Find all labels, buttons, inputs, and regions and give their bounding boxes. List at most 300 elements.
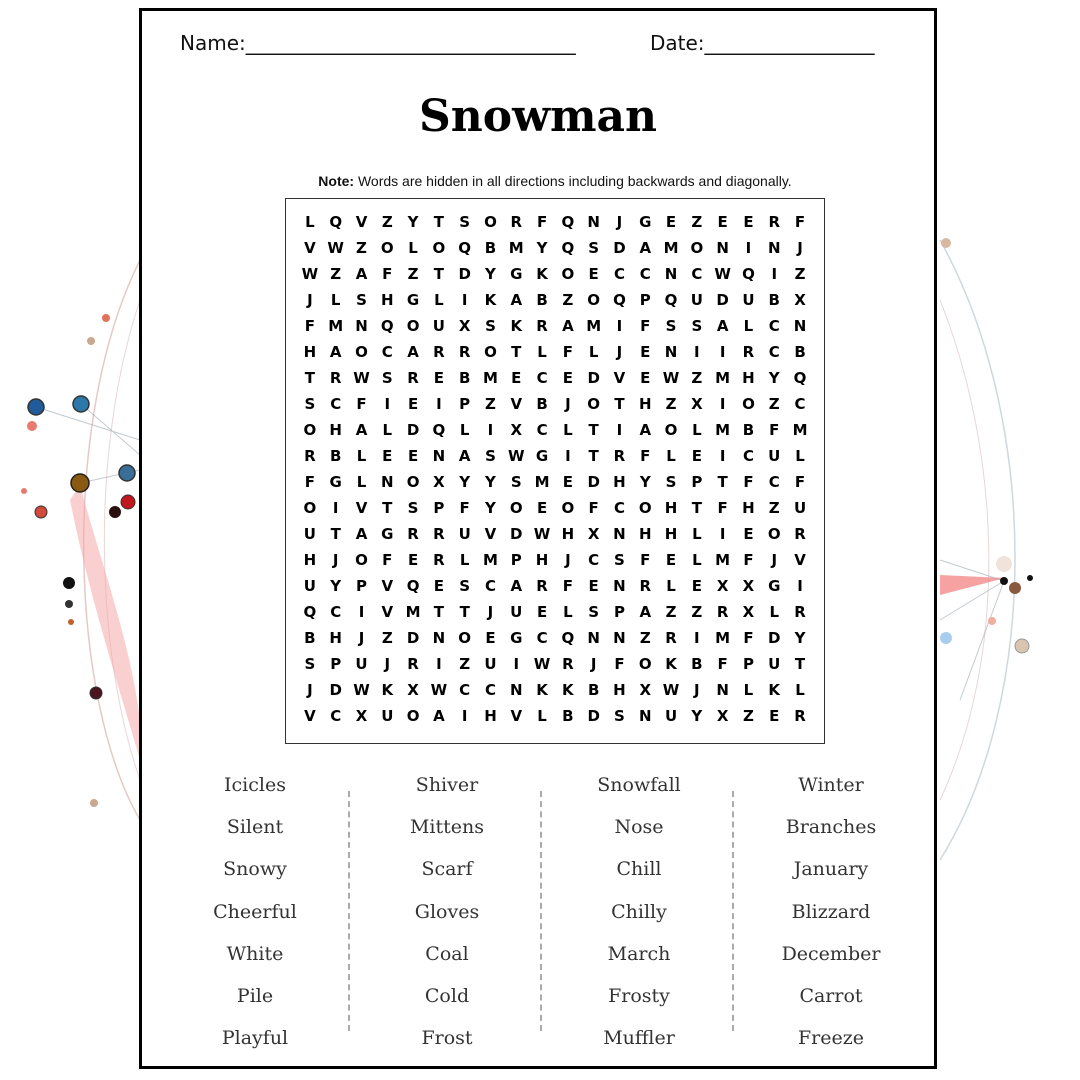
grid-letter[interactable]: S: [485, 317, 496, 335]
grid-letter[interactable]: H: [535, 551, 549, 569]
grid-letter[interactable]: I: [719, 447, 726, 465]
grid-letter[interactable]: C: [536, 629, 548, 647]
grid-letter[interactable]: H: [303, 551, 317, 569]
grid-letter[interactable]: I: [771, 265, 778, 283]
grid-letter[interactable]: I: [616, 421, 623, 439]
grid-letter[interactable]: Z: [381, 629, 393, 647]
grid-letter[interactable]: N: [587, 629, 600, 647]
grid-letter[interactable]: W: [533, 655, 551, 673]
grid-letter[interactable]: F: [743, 629, 754, 647]
grid-letter[interactable]: R: [407, 369, 419, 387]
grid-letter[interactable]: C: [536, 369, 548, 387]
grid-letter[interactable]: L: [382, 421, 393, 439]
grid-letter[interactable]: Z: [356, 239, 367, 257]
grid-letter[interactable]: P: [355, 577, 367, 595]
grid-letter[interactable]: X: [742, 603, 755, 621]
grid-letter[interactable]: I: [513, 655, 520, 673]
grid-letter[interactable]: X: [407, 681, 419, 699]
grid-letter[interactable]: S: [407, 499, 419, 517]
grid-letter[interactable]: V: [510, 395, 523, 413]
grid-letter[interactable]: D: [406, 629, 420, 647]
grid-letter[interactable]: R: [458, 343, 471, 361]
grid-letter[interactable]: J: [565, 551, 571, 569]
grid-letter[interactable]: L: [330, 291, 341, 309]
grid-letter[interactable]: J: [771, 551, 778, 569]
grid-letter[interactable]: M: [792, 421, 808, 439]
grid-letter[interactable]: W: [301, 265, 319, 283]
grid-letter[interactable]: A: [639, 239, 652, 257]
grid-letter[interactable]: C: [768, 343, 780, 361]
grid-letter[interactable]: S: [304, 395, 316, 413]
grid-letter[interactable]: A: [329, 343, 342, 361]
grid-letter[interactable]: B: [562, 707, 574, 725]
grid-letter[interactable]: U: [768, 655, 781, 673]
grid-letter[interactable]: X: [355, 707, 368, 725]
grid-letter[interactable]: Z: [743, 707, 754, 725]
grid-letter[interactable]: C: [536, 421, 548, 439]
grid-letter[interactable]: B: [794, 343, 806, 361]
grid-letter[interactable]: E: [691, 447, 702, 465]
grid-letter[interactable]: W: [327, 239, 344, 257]
grid-letter[interactable]: J: [307, 681, 313, 699]
grid-letter[interactable]: Z: [768, 395, 780, 413]
grid-letter[interactable]: C: [588, 551, 600, 569]
grid-letter[interactable]: O: [355, 343, 368, 361]
grid-letter[interactable]: T: [511, 343, 522, 361]
grid-letter[interactable]: S: [614, 551, 625, 569]
grid-letter[interactable]: E: [382, 447, 393, 465]
grid-letter[interactable]: Q: [613, 291, 626, 309]
grid-letter[interactable]: N: [432, 447, 446, 465]
grid-letter[interactable]: I: [719, 395, 726, 413]
grid-letter[interactable]: F: [588, 499, 599, 517]
grid-letter[interactable]: J: [487, 603, 494, 621]
grid-letter[interactable]: A: [639, 603, 652, 621]
grid-letter[interactable]: F: [562, 577, 573, 595]
grid-letter[interactable]: R: [794, 707, 806, 725]
grid-letter[interactable]: J: [694, 681, 700, 699]
grid-letter[interactable]: L: [692, 421, 702, 439]
grid-letter[interactable]: R: [433, 343, 445, 361]
grid-letter[interactable]: J: [616, 213, 623, 231]
grid-letter[interactable]: A: [407, 343, 419, 361]
grid-letter[interactable]: F: [769, 421, 780, 439]
grid-letter[interactable]: L: [743, 681, 754, 699]
grid-letter[interactable]: T: [717, 473, 728, 491]
grid-letter[interactable]: E: [511, 369, 522, 387]
grid-letter[interactable]: Z: [639, 629, 651, 647]
grid-letter[interactable]: H: [329, 421, 342, 439]
grid-letter[interactable]: Q: [432, 421, 446, 439]
grid-letter[interactable]: M: [405, 603, 421, 621]
grid-letter[interactable]: Y: [485, 473, 496, 491]
grid-letter[interactable]: B: [742, 421, 755, 439]
grid-letter[interactable]: Q: [303, 603, 317, 621]
grid-letter[interactable]: D: [510, 525, 523, 543]
grid-letter[interactable]: E: [407, 447, 419, 465]
grid-letter[interactable]: H: [303, 343, 317, 361]
grid-letter[interactable]: V: [304, 707, 316, 725]
grid-letter[interactable]: L: [769, 603, 780, 621]
grid-letter[interactable]: L: [666, 447, 676, 465]
grid-letter[interactable]: X: [691, 395, 703, 413]
grid-letter[interactable]: J: [797, 239, 803, 257]
grid-letter[interactable]: I: [436, 395, 442, 413]
grid-letter[interactable]: V: [355, 499, 368, 517]
grid-letter[interactable]: F: [614, 655, 625, 673]
grid-letter[interactable]: I: [694, 343, 700, 361]
grid-letter[interactable]: O: [638, 655, 652, 673]
grid-letter[interactable]: N: [355, 317, 368, 335]
grid-letter[interactable]: B: [484, 239, 497, 257]
grid-letter[interactable]: R: [433, 525, 445, 543]
grid-letter[interactable]: U: [432, 317, 445, 335]
grid-letter[interactable]: L: [537, 707, 547, 725]
grid-letter[interactable]: A: [510, 577, 523, 595]
grid-letter[interactable]: Q: [742, 265, 755, 283]
grid-letter[interactable]: R: [562, 655, 574, 673]
grid-letter[interactable]: I: [332, 499, 339, 517]
grid-letter[interactable]: X: [639, 681, 652, 699]
grid-letter[interactable]: G: [535, 447, 549, 465]
grid-letter[interactable]: C: [330, 603, 342, 621]
grid-letter[interactable]: O: [484, 343, 497, 361]
grid-letter[interactable]: F: [640, 317, 651, 335]
grid-letter[interactable]: W: [430, 681, 448, 699]
grid-letter[interactable]: F: [717, 499, 728, 517]
grid-letter[interactable]: H: [664, 499, 678, 517]
grid-letter[interactable]: Y: [768, 369, 780, 387]
grid-letter[interactable]: N: [767, 239, 781, 257]
grid-letter[interactable]: P: [742, 655, 754, 673]
grid-letter[interactable]: R: [716, 603, 729, 621]
grid-letter[interactable]: K: [484, 291, 497, 309]
grid-letter[interactable]: T: [304, 369, 316, 387]
grid-letter[interactable]: R: [639, 577, 652, 595]
grid-letter[interactable]: Z: [794, 265, 806, 283]
grid-letter[interactable]: I: [565, 447, 571, 465]
grid-letter[interactable]: I: [461, 707, 468, 725]
grid-letter[interactable]: P: [433, 499, 445, 517]
grid-letter[interactable]: Y: [639, 473, 651, 491]
grid-letter[interactable]: Z: [665, 603, 677, 621]
grid-letter[interactable]: S: [614, 707, 625, 725]
grid-letter[interactable]: S: [381, 369, 393, 387]
grid-letter[interactable]: M: [328, 317, 344, 335]
grid-letter[interactable]: I: [797, 577, 803, 595]
grid-letter[interactable]: I: [719, 343, 726, 361]
grid-letter[interactable]: P: [459, 395, 471, 413]
grid-letter[interactable]: F: [382, 265, 393, 283]
grid-letter[interactable]: J: [590, 655, 597, 673]
grid-letter[interactable]: F: [304, 473, 316, 491]
grid-letter[interactable]: C: [768, 473, 780, 491]
grid-letter[interactable]: Y: [691, 707, 703, 725]
grid-letter[interactable]: A: [510, 291, 523, 309]
grid-letter[interactable]: O: [587, 395, 601, 413]
grid-letter[interactable]: I: [487, 421, 494, 439]
grid-letter[interactable]: T: [614, 395, 625, 413]
grid-letter[interactable]: A: [716, 317, 729, 335]
grid-letter[interactable]: F: [743, 473, 754, 491]
grid-letter[interactable]: G: [639, 213, 652, 231]
grid-letter[interactable]: D: [329, 681, 342, 699]
grid-letter[interactable]: N: [613, 629, 626, 647]
grid-letter[interactable]: L: [356, 447, 367, 465]
grid-letter[interactable]: K: [510, 317, 523, 335]
grid-letter[interactable]: U: [510, 603, 523, 621]
grid-letter[interactable]: B: [458, 369, 471, 387]
grid-letter[interactable]: Z: [407, 265, 419, 283]
grid-letter[interactable]: Q: [664, 291, 678, 309]
grid-letter[interactable]: Y: [407, 213, 419, 231]
grid-letter[interactable]: X: [794, 291, 806, 309]
grid-letter[interactable]: Y: [536, 239, 548, 257]
grid-letter[interactable]: O: [767, 525, 781, 543]
grid-letter[interactable]: L: [795, 681, 805, 699]
name-field-line[interactable]: Name:_________________________________: [180, 31, 576, 55]
grid-letter[interactable]: H: [742, 369, 755, 387]
grid-letter[interactable]: O: [742, 395, 755, 413]
grid-letter[interactable]: X: [716, 577, 729, 595]
grid-letter[interactable]: C: [381, 343, 393, 361]
grid-letter[interactable]: H: [742, 499, 755, 517]
grid-letter[interactable]: E: [536, 499, 548, 517]
grid-letter[interactable]: U: [742, 291, 755, 309]
grid-letter[interactable]: O: [406, 707, 420, 725]
grid-letter[interactable]: R: [536, 317, 548, 335]
grid-letter[interactable]: C: [484, 681, 496, 699]
grid-letter[interactable]: V: [794, 551, 806, 569]
grid-letter[interactable]: B: [587, 681, 600, 699]
grid-letter[interactable]: Y: [485, 265, 496, 283]
grid-letter[interactable]: S: [588, 603, 600, 621]
grid-letter[interactable]: J: [332, 551, 339, 569]
grid-letter[interactable]: Z: [691, 603, 703, 621]
grid-letter[interactable]: A: [433, 707, 445, 725]
grid-letter[interactable]: T: [588, 447, 599, 465]
grid-letter[interactable]: C: [794, 395, 806, 413]
grid-letter[interactable]: L: [563, 421, 573, 439]
grid-letter[interactable]: D: [587, 369, 600, 387]
grid-letter[interactable]: N: [664, 265, 678, 283]
grid-letter[interactable]: I: [358, 603, 365, 621]
grid-letter[interactable]: Z: [459, 655, 471, 673]
grid-letter[interactable]: V: [381, 603, 394, 621]
grid-letter[interactable]: V: [484, 525, 497, 543]
grid-letter[interactable]: J: [565, 395, 571, 413]
grid-letter[interactable]: M: [483, 551, 498, 569]
grid-letter[interactable]: E: [485, 629, 496, 647]
grid-letter[interactable]: F: [356, 395, 367, 413]
grid-letter[interactable]: R: [768, 213, 781, 231]
grid-letter[interactable]: H: [638, 525, 652, 543]
grid-letter[interactable]: X: [458, 317, 471, 335]
grid-letter[interactable]: A: [355, 525, 368, 543]
grid-letter[interactable]: W: [662, 681, 680, 699]
grid-letter[interactable]: O: [380, 239, 394, 257]
grid-letter[interactable]: O: [561, 499, 575, 517]
grid-letter[interactable]: L: [356, 473, 367, 491]
grid-letter[interactable]: M: [715, 421, 731, 439]
grid-letter[interactable]: L: [692, 551, 702, 569]
grid-letter[interactable]: M: [483, 369, 498, 387]
grid-letter[interactable]: Q: [380, 317, 394, 335]
grid-letter[interactable]: M: [663, 239, 679, 257]
grid-letter[interactable]: L: [408, 239, 418, 257]
grid-letter[interactable]: Z: [485, 395, 496, 413]
grid-letter[interactable]: H: [664, 525, 678, 543]
grid-letter[interactable]: D: [587, 707, 600, 725]
grid-letter[interactable]: R: [433, 551, 445, 569]
grid-letter[interactable]: P: [691, 473, 703, 491]
grid-letter[interactable]: R: [407, 525, 419, 543]
grid-letter[interactable]: H: [484, 707, 497, 725]
grid-letter[interactable]: U: [768, 447, 781, 465]
grid-letter[interactable]: L: [795, 447, 805, 465]
grid-letter[interactable]: S: [459, 577, 471, 595]
grid-letter[interactable]: K: [536, 265, 548, 283]
grid-letter[interactable]: A: [562, 317, 574, 335]
grid-letter[interactable]: T: [433, 265, 444, 283]
grid-letter[interactable]: N: [716, 239, 729, 257]
grid-letter[interactable]: W: [353, 369, 370, 387]
grid-letter[interactable]: C: [691, 265, 703, 283]
grid-letter[interactable]: F: [382, 551, 393, 569]
grid-letter[interactable]: Y: [485, 499, 496, 517]
grid-letter[interactable]: I: [461, 291, 468, 309]
grid-letter[interactable]: N: [664, 343, 678, 361]
grid-letter[interactable]: B: [536, 395, 548, 413]
grid-letter[interactable]: A: [355, 421, 368, 439]
grid-letter[interactable]: E: [433, 577, 444, 595]
date-field-line[interactable]: Date:_________________: [650, 31, 875, 55]
grid-letter[interactable]: I: [436, 655, 442, 673]
grid-letter[interactable]: N: [793, 317, 807, 335]
grid-letter[interactable]: O: [509, 499, 523, 517]
grid-letter[interactable]: B: [691, 655, 703, 673]
grid-letter[interactable]: C: [459, 681, 471, 699]
grid-letter[interactable]: U: [690, 291, 703, 309]
grid-letter[interactable]: O: [561, 265, 575, 283]
grid-letter[interactable]: E: [588, 265, 599, 283]
grid-letter[interactable]: R: [665, 629, 677, 647]
grid-letter[interactable]: N: [381, 473, 394, 491]
grid-letter[interactable]: E: [640, 369, 651, 387]
grid-letter[interactable]: Q: [793, 369, 807, 387]
grid-letter[interactable]: S: [485, 447, 496, 465]
grid-letter[interactable]: Z: [768, 499, 780, 517]
grid-letter[interactable]: M: [715, 629, 731, 647]
grid-letter[interactable]: F: [794, 473, 806, 491]
grid-letter[interactable]: R: [510, 213, 523, 231]
grid-letter[interactable]: M: [586, 317, 602, 335]
grid-letter[interactable]: S: [304, 655, 316, 673]
grid-letter[interactable]: U: [303, 525, 316, 543]
grid-letter[interactable]: L: [434, 291, 444, 309]
grid-letter[interactable]: W: [662, 369, 680, 387]
grid-letter[interactable]: K: [562, 681, 574, 699]
grid-letter[interactable]: R: [742, 343, 755, 361]
grid-letter[interactable]: E: [743, 213, 754, 231]
grid-letter[interactable]: E: [717, 213, 728, 231]
grid-letter[interactable]: S: [665, 473, 677, 491]
grid-letter[interactable]: Q: [406, 577, 420, 595]
grid-letter[interactable]: G: [510, 265, 523, 283]
grid-letter[interactable]: C: [639, 265, 651, 283]
grid-letter[interactable]: V: [510, 707, 523, 725]
grid-letter[interactable]: Q: [458, 239, 472, 257]
grid-letter[interactable]: P: [510, 551, 522, 569]
grid-letter[interactable]: O: [638, 499, 652, 517]
grid-letter[interactable]: V: [355, 213, 368, 231]
grid-letter[interactable]: N: [613, 525, 626, 543]
grid-letter[interactable]: J: [307, 291, 313, 309]
grid-letter[interactable]: L: [692, 525, 702, 543]
grid-letter[interactable]: T: [459, 603, 470, 621]
grid-letter[interactable]: B: [536, 291, 548, 309]
grid-letter[interactable]: T: [330, 525, 341, 543]
grid-letter[interactable]: X: [742, 577, 755, 595]
grid-letter[interactable]: F: [717, 655, 728, 673]
grid-letter[interactable]: G: [329, 473, 342, 491]
grid-letter[interactable]: F: [304, 317, 316, 335]
grid-letter[interactable]: G: [510, 629, 523, 647]
grid-letter[interactable]: I: [616, 317, 623, 335]
grid-letter[interactable]: W: [353, 681, 370, 699]
grid-letter[interactable]: P: [639, 291, 651, 309]
grid-letter[interactable]: T: [794, 655, 806, 673]
grid-letter[interactable]: Z: [691, 213, 703, 231]
grid-letter[interactable]: E: [743, 525, 754, 543]
grid-letter[interactable]: G: [768, 577, 781, 595]
grid-letter[interactable]: C: [484, 577, 496, 595]
grid-letter[interactable]: C: [742, 447, 754, 465]
grid-letter[interactable]: Z: [562, 291, 574, 309]
grid-letter[interactable]: T: [433, 213, 444, 231]
grid-letter[interactable]: S: [459, 213, 471, 231]
grid-letter[interactable]: N: [613, 577, 626, 595]
grid-letter[interactable]: I: [745, 239, 752, 257]
grid-letter[interactable]: K: [536, 681, 548, 699]
grid-letter[interactable]: Y: [459, 473, 471, 491]
grid-letter[interactable]: R: [304, 447, 316, 465]
grid-letter[interactable]: M: [715, 551, 731, 569]
grid-letter[interactable]: F: [640, 551, 651, 569]
grid-letter[interactable]: T: [691, 499, 702, 517]
grid-letter[interactable]: V: [613, 369, 626, 387]
grid-letter[interactable]: M: [534, 473, 550, 491]
grid-letter[interactable]: W: [508, 447, 525, 465]
grid-letter[interactable]: V: [304, 239, 316, 257]
grid-letter[interactable]: O: [690, 239, 704, 257]
grid-letter[interactable]: L: [459, 421, 470, 439]
grid-letter[interactable]: E: [769, 707, 780, 725]
grid-letter[interactable]: B: [329, 447, 342, 465]
grid-letter[interactable]: U: [381, 707, 394, 725]
grid-letter[interactable]: E: [536, 603, 548, 621]
grid-letter[interactable]: J: [358, 629, 365, 647]
grid-letter[interactable]: L: [666, 577, 676, 595]
grid-letter[interactable]: L: [537, 343, 547, 361]
grid-letter[interactable]: C: [330, 707, 342, 725]
grid-letter[interactable]: E: [588, 577, 599, 595]
grid-letter[interactable]: B: [768, 291, 780, 309]
grid-letter[interactable]: O: [406, 317, 420, 335]
grid-letter[interactable]: O: [303, 499, 317, 517]
grid-letter[interactable]: F: [743, 551, 754, 569]
grid-letter[interactable]: U: [664, 707, 678, 725]
